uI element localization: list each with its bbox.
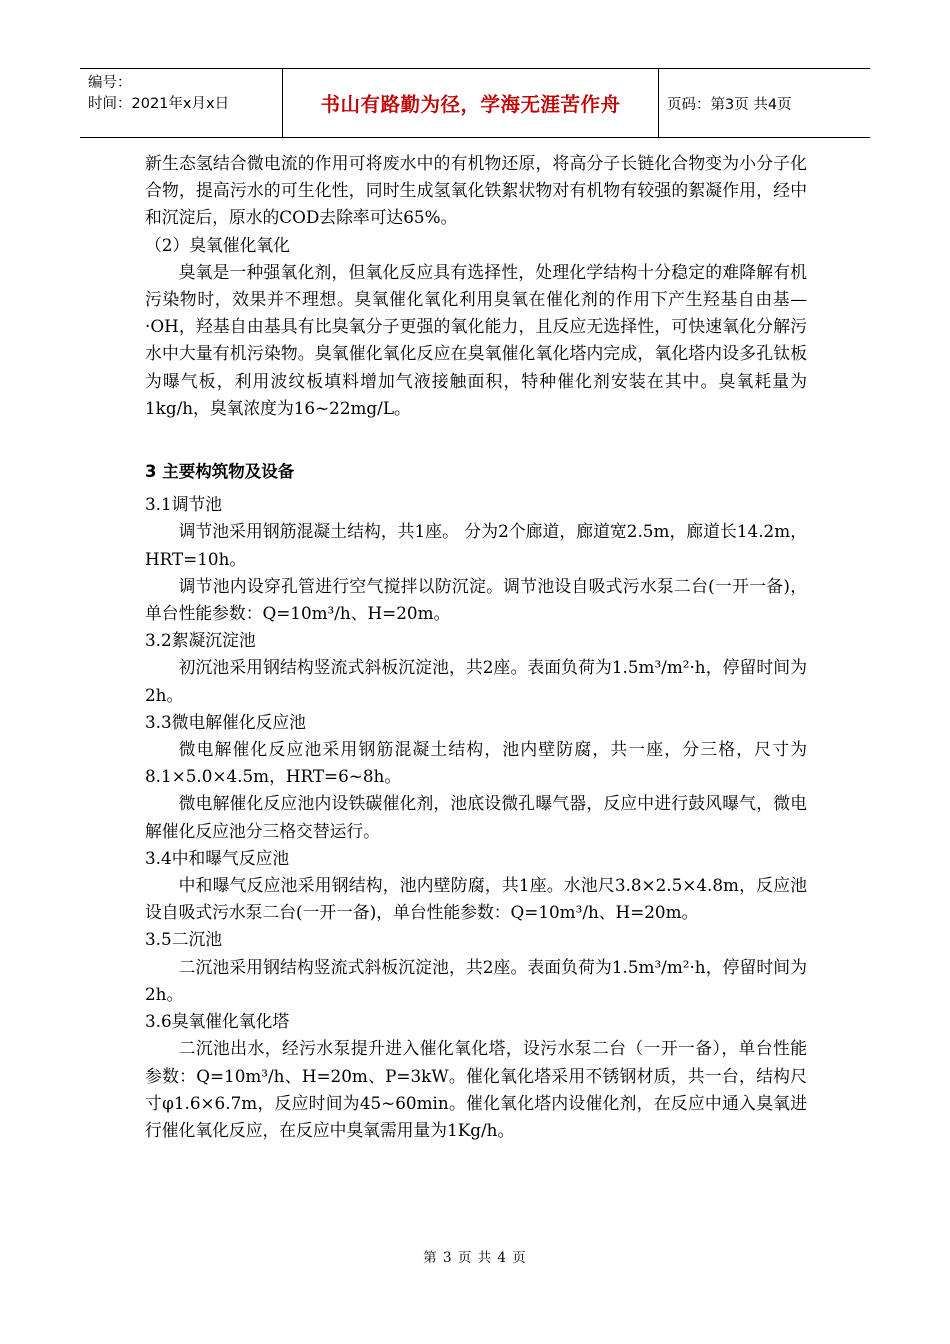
subsection-title-3-1: 3.1调节池 bbox=[145, 494, 223, 515]
subsection-title-3-5: 3.5二沉池 bbox=[145, 929, 223, 950]
paragraph-3-2: 初沉池采用钢结构竖流式斜板沉淀池，共2座。表面负荷为1.5m³/m²·h，停留时间为2h。 bbox=[145, 657, 807, 705]
paragraph-micro-electrolysis: 新生态氢结合微电流的作用可将废水中的有机物还原，将高分子长链化合物变为小分子化合物，提高污水的可生化性，同时生成氢氧化铁絮状物对有机物有较强的絮凝作用，经中和沉淀后，原水的COD去除率可达65%。 bbox=[145, 153, 807, 228]
header-motto: 书山有路勤为径，学海无涯苦作舟 bbox=[283, 69, 659, 137]
paragraph-3-6: 二沉池出水，经污水泵提升进入催化氧化塔，设污水泵二台（一开一备），单台性能参数：Q=10m³/h、H=20m、P=3kW。催化氧化塔采用不锈钢材质，共一台，结构尺寸φ1.6×6.7m，反应时间为45~60min。催化氧化塔内设催化剂，在反应中通入臭氧进行催化氧化反应，在反应中臭氧需用量为1Kg/h。 bbox=[145, 1038, 807, 1140]
page-footer: 第 3 页 共 4 页 bbox=[423, 1250, 527, 1266]
paragraph-3-1-a: 调节池采用钢筋混凝土结构，共1座。 分为2个廊道，廊道宽2.5m，廊道长14.2m，HRT=10h。 bbox=[145, 521, 807, 569]
subsection-title-ozone: （2）臭氧催化氧化 bbox=[145, 234, 290, 255]
document-date-label: 时间：2021年x月x日 bbox=[88, 96, 230, 112]
section-title-structures: 3 主要构筑物及设备 bbox=[145, 462, 295, 482]
document-body bbox=[145, 150, 807, 1144]
header-meta bbox=[80, 69, 283, 137]
page-header bbox=[80, 68, 870, 138]
header-page-info: 页码：第3页 共4页 bbox=[667, 96, 792, 113]
paragraph-3-3-a: 微电解催化反应池采用钢筋混凝土结构，池内壁防腐，共一座，分三格，尺寸为8.1×5.0×4.5m，HRT=6~8h。 bbox=[145, 739, 807, 787]
paragraph-3-5: 二沉池采用钢结构竖流式斜板沉淀池，共2座。表面负荷为1.5m³/m²·h，停留时间为2h。 bbox=[145, 956, 807, 1004]
subsection-title-3-2: 3.2絮凝沉淀池 bbox=[145, 630, 256, 651]
subsection-title-3-3: 3.3微电解催化反应池 bbox=[145, 711, 306, 732]
paragraph-3-1-b: 调节池内设穿孔管进行空气搅拌以防沉淀。调节池设自吸式污水泵二台(一开一备)，单台性能参数：Q=10m³/h、H=20m。 bbox=[145, 575, 807, 624]
subsection-title-3-4: 3.4中和曝气反应池 bbox=[145, 847, 290, 868]
subsection-title-3-6: 3.6臭氧催化氧化塔 bbox=[145, 1011, 290, 1032]
document-number-label: 编号： bbox=[88, 75, 132, 91]
paragraph-3-3-b: 微电解催化反应池内设铁碳催化剂，池底设微孔曝气器，反应中进行鼓风曝气，微电解催化反应池分三格交替运行。 bbox=[145, 793, 807, 841]
paragraph-ozone: 臭氧是一种强氧化剂，但氧化反应具有选择性，处理化学结构十分稳定的难降解有机污染物时，效果并不理想。臭氧催化氧化利用臭氧在催化剂的作用下产生羟基自由基—·OH，羟基自由基具有比臭氧分子更强的氧化能力，且反应无选择性，可快速氧化分解污水中大量有机污染物。臭氧催化氧化反应在臭氧催化氧化塔内完成，氧化塔内设多孔钛板为曝气板，利用波纹板填料增加气液接触面积，特种催化剂安装在其中。臭氧耗量为1kg/h，臭氧浓度为16~22mg/L。 bbox=[145, 261, 807, 418]
paragraph-3-4: 中和曝气反应池采用钢结构，池内壁防腐，共1座。水池尺3.8×2.5×4.8m，反应池设自吸式污水泵二台(一开一备)，单台性能参数：Q=10m³/h、H=20m。 bbox=[145, 875, 807, 923]
